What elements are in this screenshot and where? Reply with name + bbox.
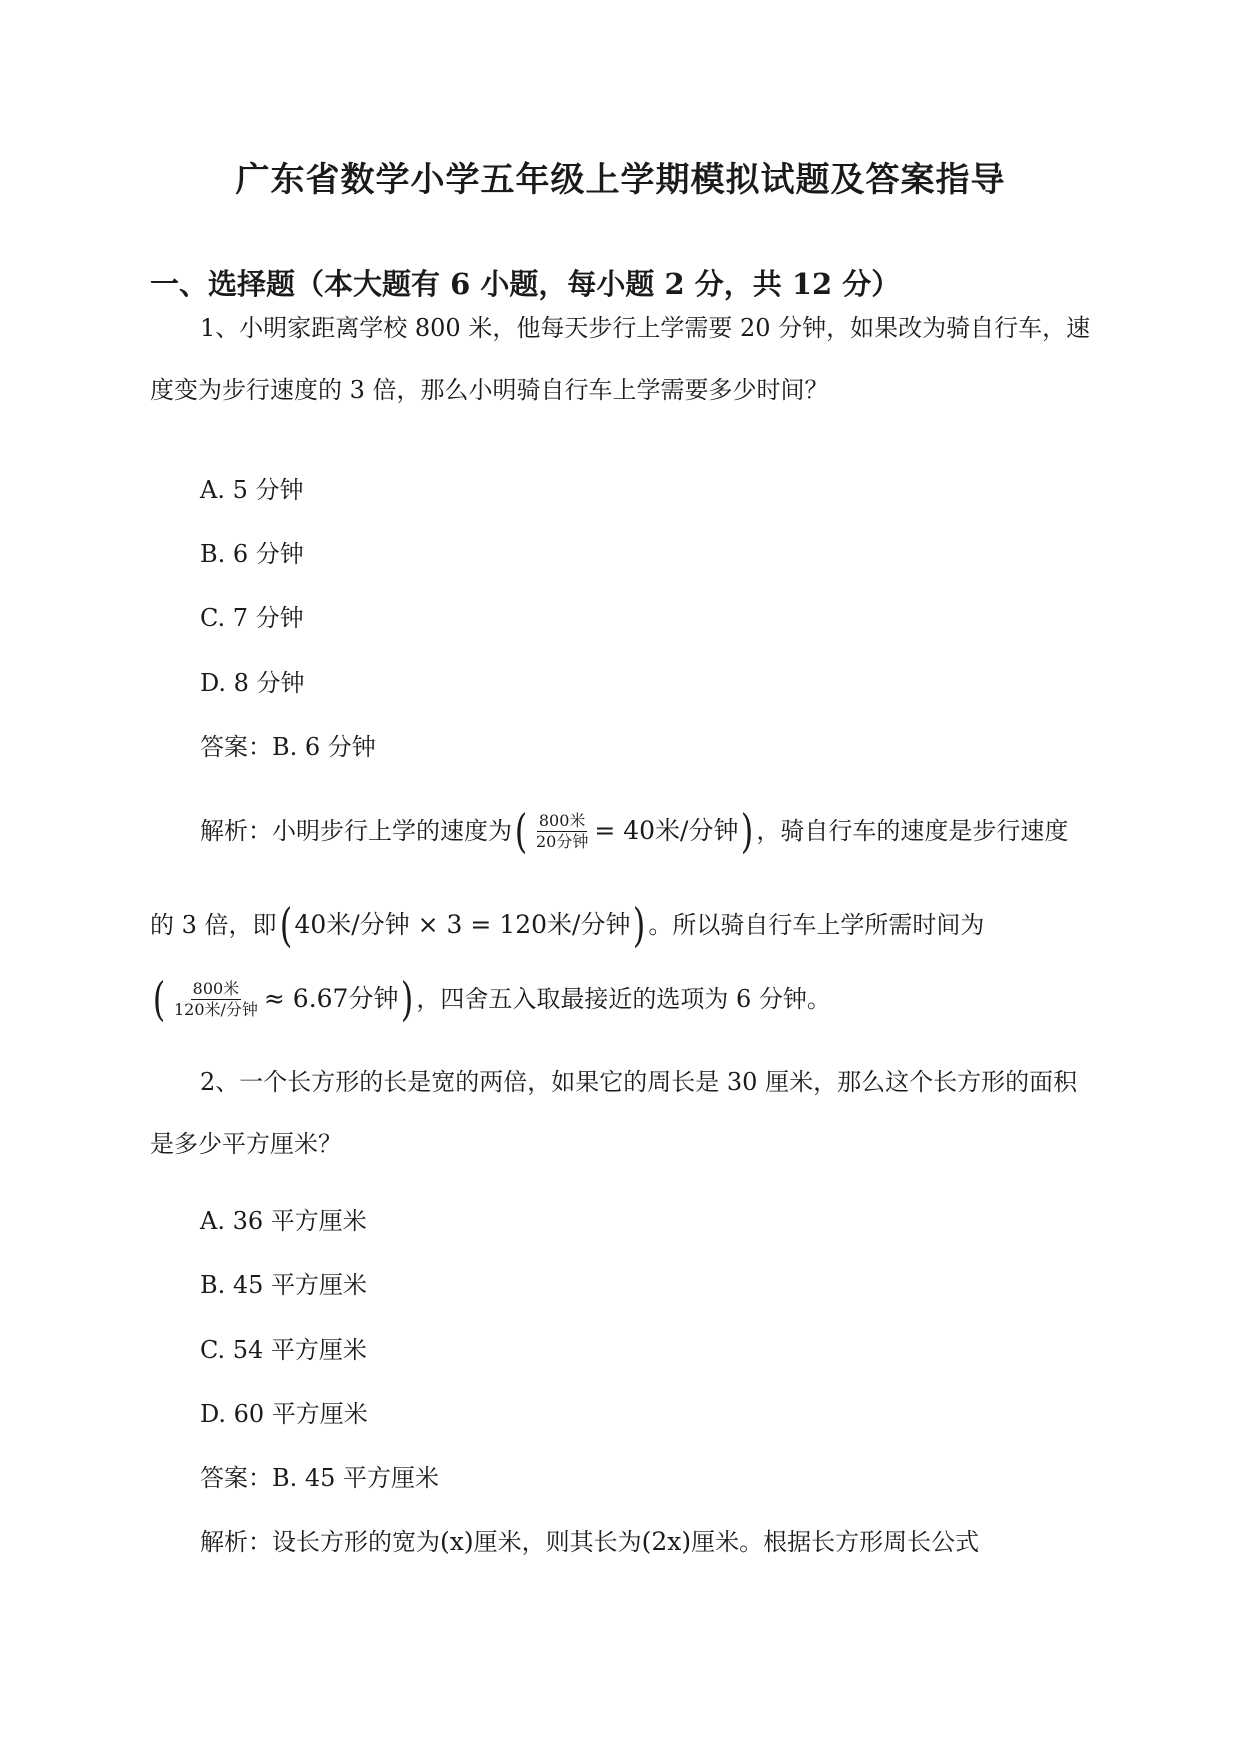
fraction (172, 979, 260, 1020)
explanation-row (150, 898, 985, 952)
q2-option-d: D. 60 平方厘米 (200, 1400, 368, 1428)
math-expression: (x) (440, 1527, 474, 1556)
q1-option-b: B. 6 分钟 (200, 540, 304, 568)
q1-answer: 答案：B. 6 分钟 (200, 733, 376, 761)
math-expression: = 40米/分钟 (594, 816, 739, 845)
explanation-text: 厘米。根据长方形周长公式 (691, 1528, 980, 1556)
q2-answer: 答案：B. 45 平方厘米 (200, 1464, 440, 1492)
page-title: 广东省数学小学五年级上学期模拟试题及答案指导 (235, 160, 1006, 200)
q1-option-c: C. 7 分钟 (200, 604, 304, 632)
explanation-text: 厘米，则其长为 (473, 1528, 642, 1556)
section-heading: 一、选择题（本大题有 6 小题，每小题 2 分，共 12 分） (150, 267, 901, 301)
explanation-text: 。所以骑自行车上学所需时间为 (648, 911, 985, 939)
explanation-text: 解析：设长方形的宽为 (200, 1528, 440, 1556)
q1-option-a: A. 5 分钟 (200, 476, 304, 504)
fraction-denominator: 120米/分钟 (173, 999, 258, 1019)
left-paren: ( (514, 804, 528, 858)
left-paren: ( (152, 972, 166, 1026)
fraction-numerator: 800米 (192, 978, 240, 998)
fraction-denominator: 20分钟 (535, 831, 589, 851)
q2-option-b: B. 45 平方厘米 (200, 1271, 368, 1299)
fraction (534, 811, 590, 852)
right-paren: ) (741, 804, 754, 858)
explanation-row (200, 804, 1069, 858)
explanation-text: ，四舍五入取最接近的选项为 6 分钟。 (416, 985, 831, 1013)
q1-explanation-line1 (200, 804, 1069, 858)
q2-text-line2: 是多少平方厘米？ (150, 1130, 342, 1158)
math-expression: ≈ 6.67分钟 (263, 984, 399, 1013)
math-expression: 40米/分钟 × 3 = 120米/分钟 (294, 910, 631, 939)
q2-text-line1: 2、一个长方形的长是宽的两倍，如果它的周长是 30 厘米，那么这个长方形的面积 (200, 1068, 1078, 1096)
right-paren: ) (401, 972, 414, 1026)
q2-option-a: A. 36 平方厘米 (200, 1207, 367, 1235)
explanation-text: ，骑自行车的速度是步行速度 (756, 817, 1069, 845)
q2-option-c: C. 54 平方厘米 (200, 1336, 367, 1364)
q1-explanation-line3 (150, 972, 831, 1026)
q2-explanation-line1 (200, 1526, 979, 1558)
q1-option-d: D. 8 分钟 (200, 669, 305, 697)
left-paren: ( (279, 898, 292, 952)
q1-text-line2: 度变为步行速度的 3 倍，那么小明骑自行车上学需要多少时间？ (150, 376, 829, 404)
q1-explanation-line2 (150, 898, 985, 952)
right-paren: ) (633, 898, 646, 952)
q1-text-line1: 1、小明家距离学校 800 米，他每天步行上学需要 20 分钟，如果改为骑自行车，速 (200, 314, 1091, 342)
explanation-text: 的 3 倍，即 (150, 911, 277, 939)
explanation-text: 解析：小明步行上学的速度为 (200, 817, 512, 845)
fraction-numerator: 800米 (538, 810, 586, 830)
math-expression: (2x) (641, 1527, 692, 1556)
explanation-row (150, 972, 831, 1026)
